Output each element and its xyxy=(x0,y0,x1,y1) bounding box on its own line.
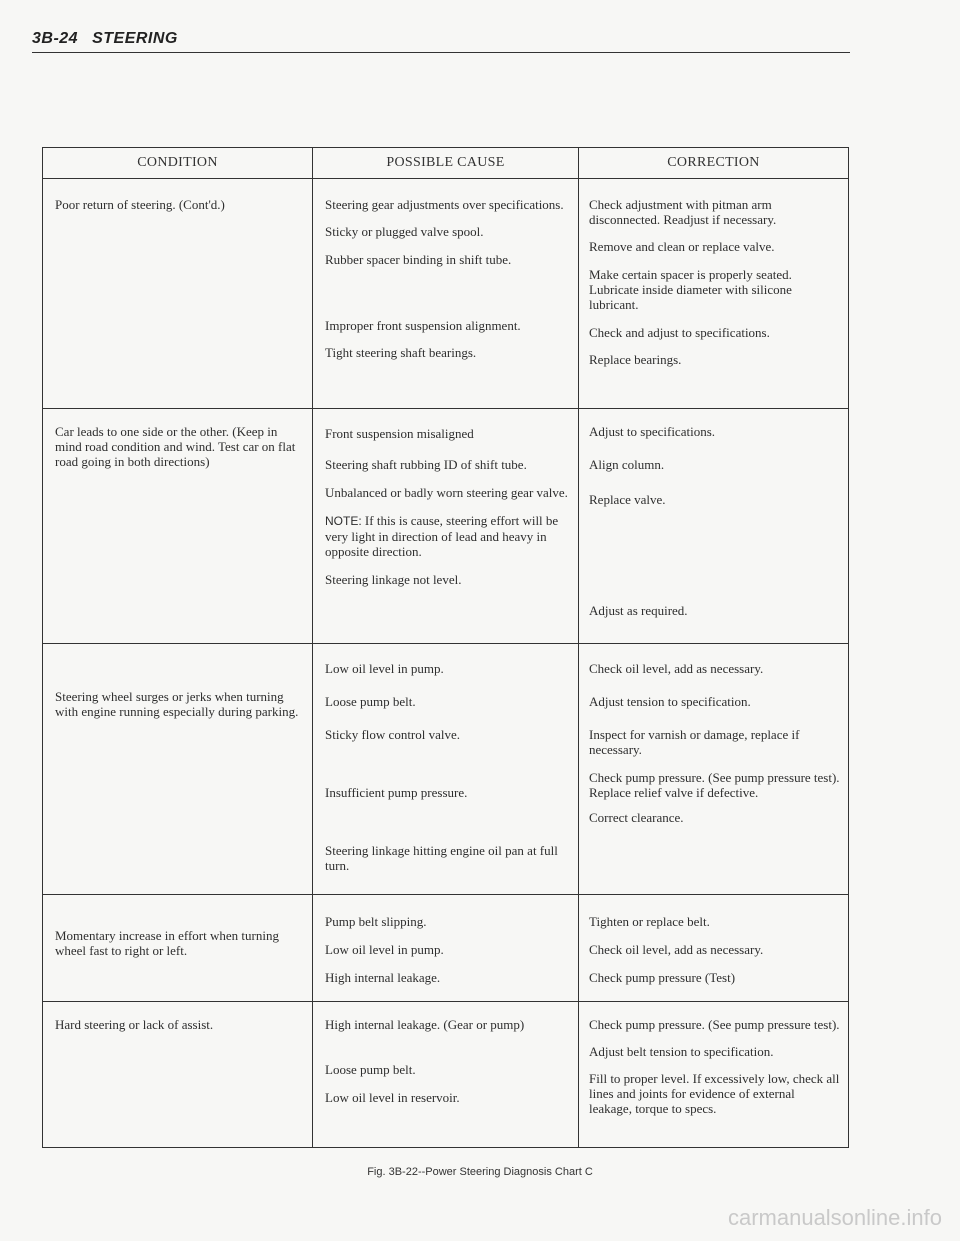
cause-item: Sticky or plugged valve spool. xyxy=(325,224,484,239)
correction-item: Replace bearings. xyxy=(589,352,682,367)
table-row xyxy=(43,409,849,644)
cause-cell xyxy=(313,1002,579,1148)
cause-item: Loose pump belt. xyxy=(325,694,416,709)
condition-text: Hard steering or lack of assist. xyxy=(55,1017,214,1032)
page-number: 3B-24 xyxy=(32,30,79,47)
correction-item: Check pump pressure. (See pump pressure test). Replace relief valve if defective. xyxy=(589,770,840,800)
correction-item: Adjust as required. xyxy=(589,603,688,618)
cause-item: Loose pump belt. xyxy=(325,1062,416,1077)
cause-item: Unbalanced or badly worn steering gear valve. xyxy=(325,485,568,500)
correction-item: Adjust to specifications. xyxy=(589,424,716,439)
table-row xyxy=(43,895,849,1002)
condition-cell xyxy=(43,644,313,895)
column-header-correction: CORRECTION xyxy=(579,148,849,179)
correction-item: Fill to proper level. If excessively low, check all lines and joints for evidence of external leakage, torque to specs. xyxy=(589,1071,840,1116)
correction-item: Make certain spacer is properly seated. Lubricate inside diameter with silicone lubricant. xyxy=(589,267,792,312)
cause-cell xyxy=(313,895,579,1002)
cause-item: High internal leakage. (Gear or pump) xyxy=(325,1017,525,1032)
correction-cell xyxy=(579,1002,849,1148)
watermark: carmanualsonline.info xyxy=(727,1205,942,1230)
cause-item: Steering shaft rubbing ID of shift tube. xyxy=(325,457,527,472)
header-row xyxy=(43,148,849,179)
condition-cell xyxy=(43,409,313,644)
section-title: STEERING xyxy=(92,30,178,47)
condition-text: Poor return of steering. (Cont'd.) xyxy=(55,197,225,212)
condition-text: Car leads to one side or the other. (Keep in mind road condition and wind. Test car on flat road going in both directions) xyxy=(55,424,296,469)
cause-item: Low oil level in pump. xyxy=(325,942,444,957)
diagnosis-chart xyxy=(42,147,849,1148)
condition-cell xyxy=(43,1002,313,1148)
correction-item: Remove and clean or replace valve. xyxy=(589,239,775,254)
cause-item: High internal leakage. xyxy=(325,970,441,985)
correction-item: Check oil level, add as necessary. xyxy=(589,942,764,957)
cause-item: Tight steering shaft bearings. xyxy=(325,345,477,360)
cause-item: Front suspension misaligned xyxy=(325,426,474,441)
correction-item: Check oil level, add as necessary. xyxy=(589,661,764,676)
correction-item: Tighten or replace belt. xyxy=(589,914,710,929)
figure-caption: Fig. 3B-22--Power Steering Diagnosis Chart C xyxy=(367,1166,593,1178)
cause-item: Pump belt slipping. xyxy=(325,914,427,929)
condition-text: Momentary increase in effort when turning wheel fast to right or left. xyxy=(55,928,279,958)
correction-item: Check and adjust to specifications. xyxy=(589,325,770,340)
cause-item: Rubber spacer binding in shift tube. xyxy=(325,252,512,267)
cause-cell xyxy=(313,179,579,409)
cause-item: Insufficient pump pressure. xyxy=(325,785,468,800)
note-text: If this is cause, steering effort will be very light in direction of lead and heavy in opposite direction. xyxy=(325,513,559,559)
column-header-possible-cause: POSSIBLE CAUSE xyxy=(313,148,579,179)
cause-cell xyxy=(313,409,579,644)
cause-item: Improper front suspension alignment. xyxy=(325,318,521,333)
condition-cell xyxy=(43,179,313,409)
cause-item: Steering linkage not level. xyxy=(325,572,462,587)
column-header-condition: CONDITION xyxy=(43,148,313,179)
correction-cell xyxy=(579,179,849,409)
condition-cell xyxy=(43,895,313,1002)
table-row xyxy=(43,179,849,409)
correction-item: Align column. xyxy=(589,457,665,472)
correction-cell xyxy=(579,895,849,1002)
correction-item: Correct clearance. xyxy=(589,810,684,825)
note xyxy=(313,513,578,559)
correction-cell xyxy=(579,409,849,644)
cause-item: Steering gear adjustments over specifications. xyxy=(325,197,564,212)
cause-item: Low oil level in pump. xyxy=(325,661,444,676)
correction-item: Replace valve. xyxy=(589,492,666,507)
cause-item: Low oil level in reservoir. xyxy=(325,1090,460,1105)
correction-item: Inspect for varnish or damage, replace if necessary. xyxy=(589,727,800,757)
page-header xyxy=(32,30,850,53)
note-label: NOTE: xyxy=(325,514,362,528)
correction-item: Check adjustment with pitman arm disconnected. Readjust if necessary. xyxy=(589,197,777,227)
table-row xyxy=(43,644,849,895)
cause-item: Sticky flow control valve. xyxy=(325,727,461,742)
correction-item: Adjust tension to specification. xyxy=(589,694,751,709)
cause-item: Steering linkage hitting engine oil pan at full turn. xyxy=(325,843,558,873)
table-row xyxy=(43,1002,849,1148)
correction-item: Check pump pressure (Test) xyxy=(589,970,736,985)
cause-cell xyxy=(313,644,579,895)
correction-cell xyxy=(579,644,849,895)
correction-item: Adjust belt tension to specification. xyxy=(589,1044,774,1059)
correction-item: Check pump pressure. (See pump pressure test). xyxy=(589,1017,840,1032)
condition-text: Steering wheel surges or jerks when turning with engine running especially during parking. xyxy=(55,689,299,719)
